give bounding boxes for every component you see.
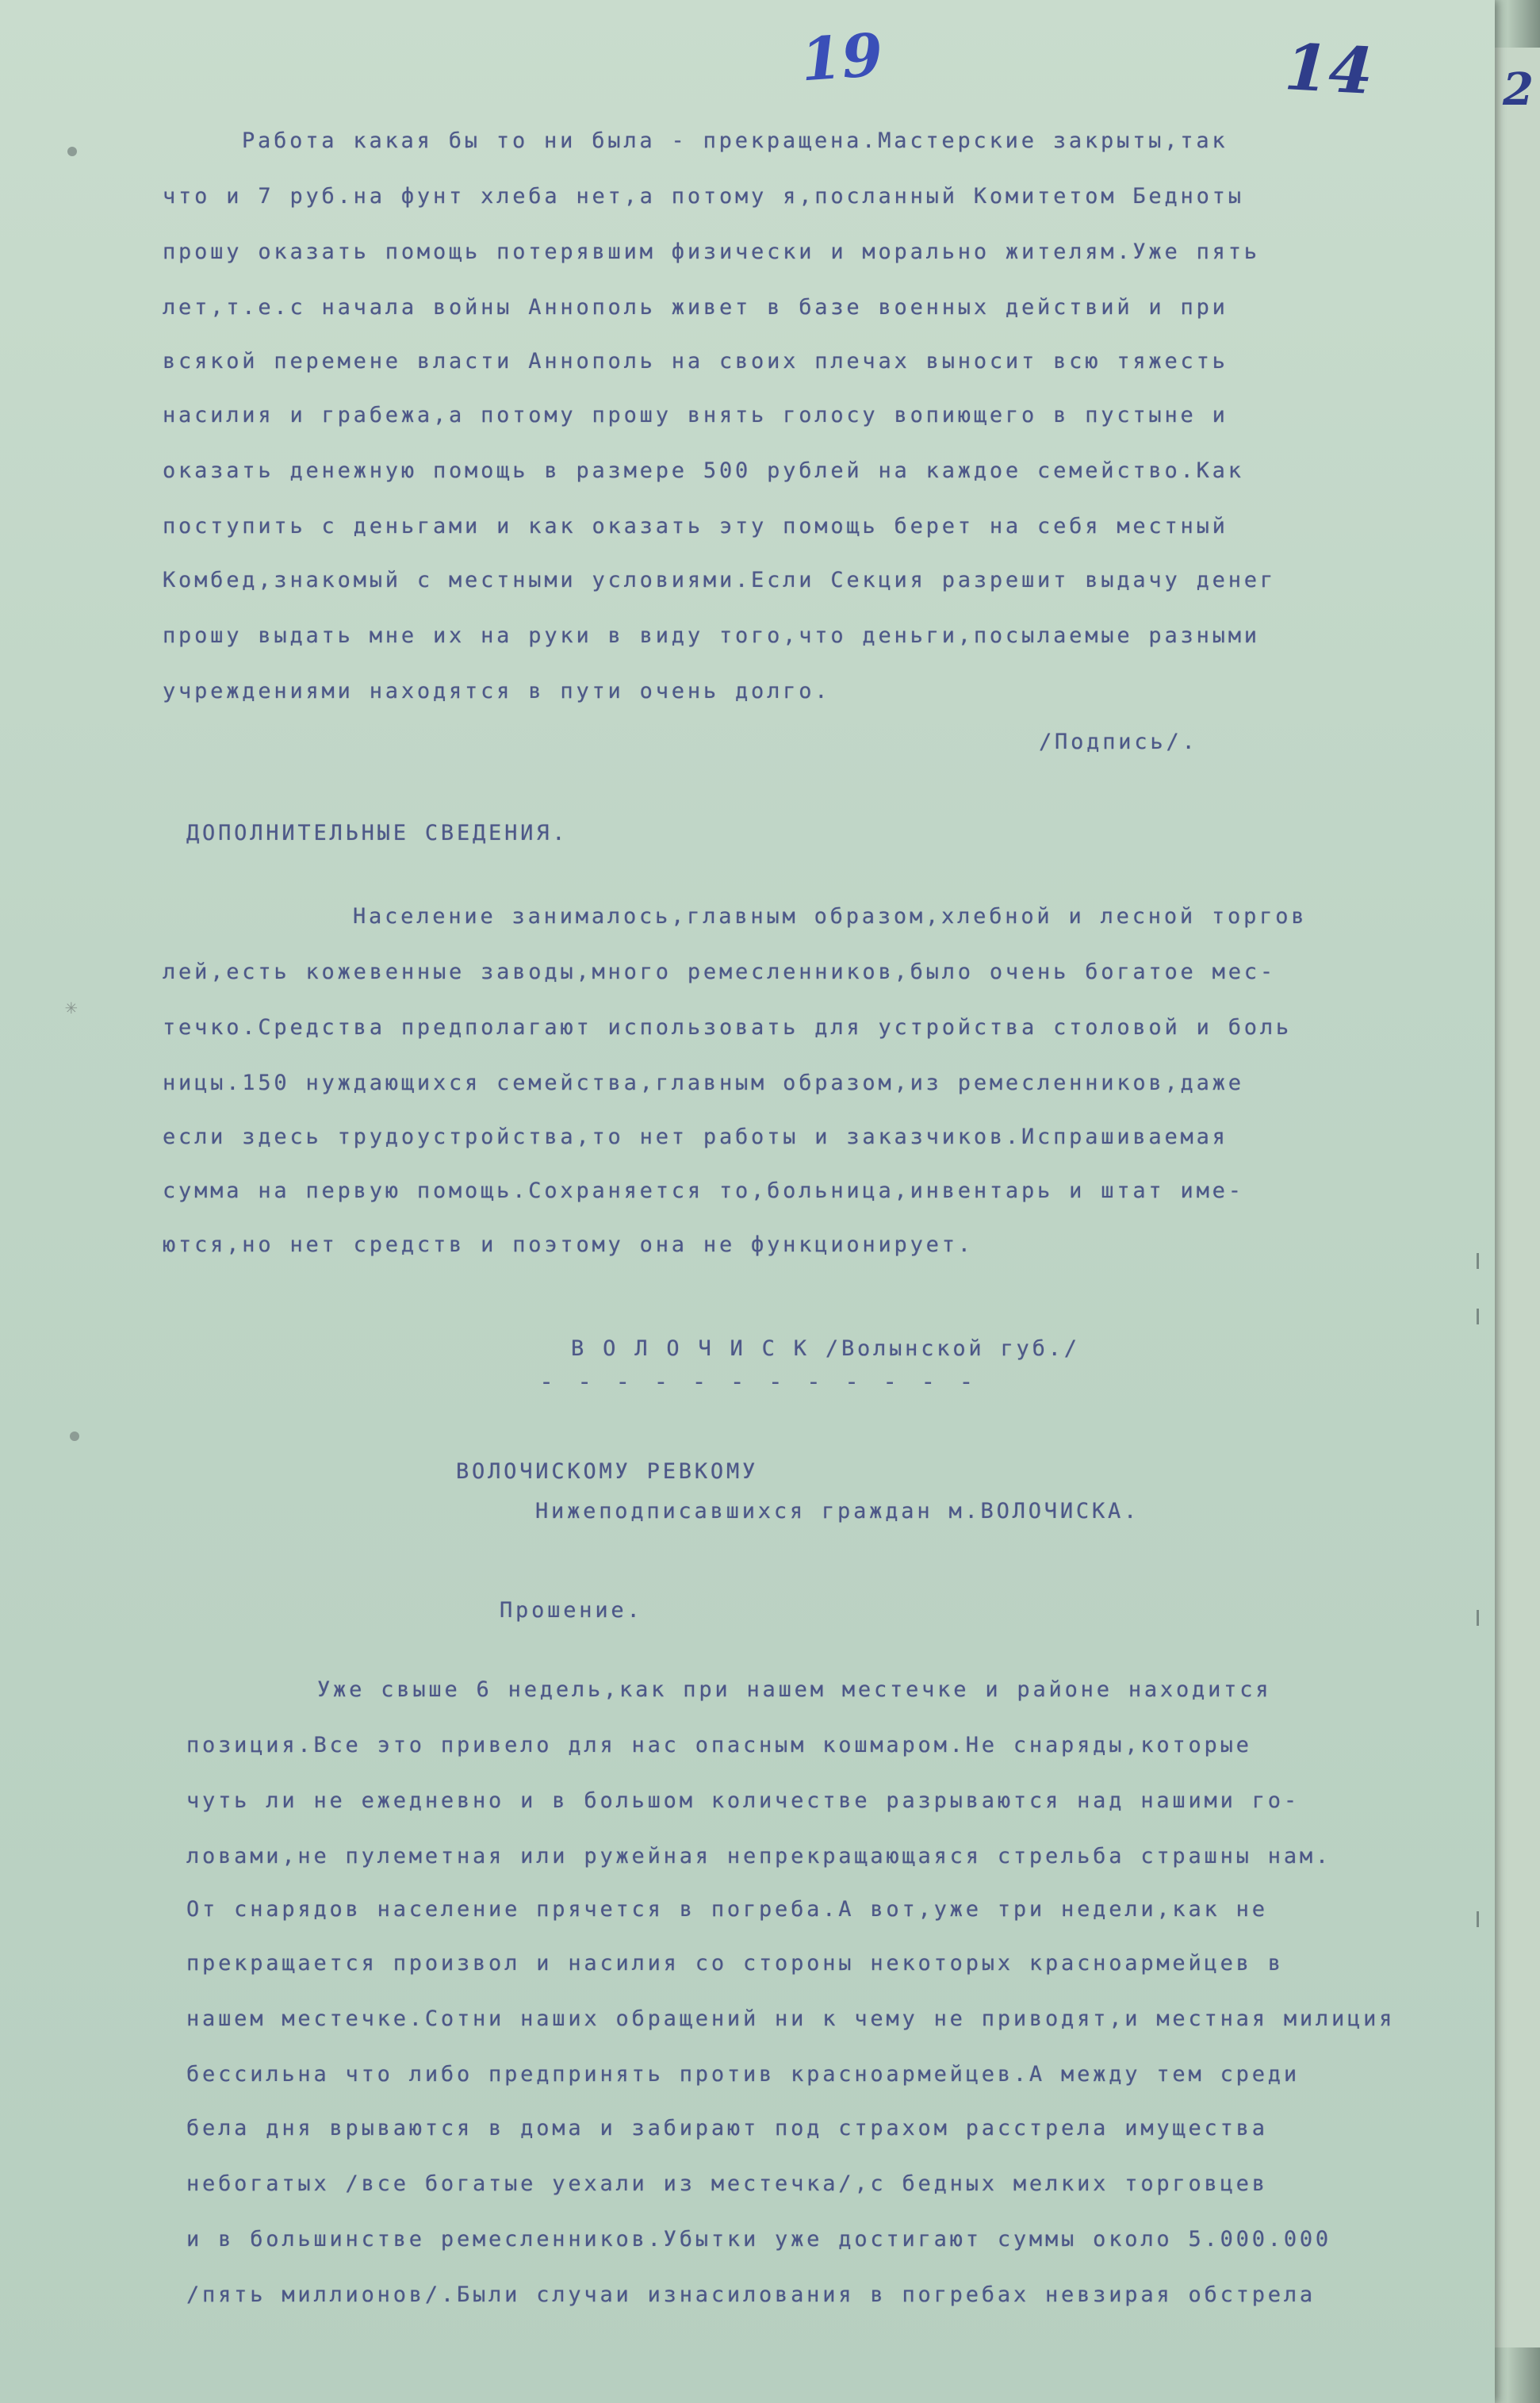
- edge-mark: 2: [1503, 63, 1534, 116]
- text-line: ницы.150 нуждающихся семейства,главным образом,из ремесленников,даже: [163, 1071, 1244, 1095]
- section-heading: ДОПОЛНИТЕЛЬНЫЕ СВЕДЕНИЯ.: [186, 821, 569, 845]
- text-line: /пять миллионов/.Были случаи изнасилования в погребах невзирая обстрела: [186, 2282, 1316, 2307]
- margin-mark: [1477, 1309, 1488, 1324]
- text-line: бессильна что либо предпринять против красноармейцев.А между тем среди: [186, 2062, 1300, 2087]
- text-line: течко.Средства предполагают использовать для устройства столовой и боль: [163, 1015, 1292, 1040]
- text-line: От снарядов население прячется в погреба.А вот,уже три недели,как не: [186, 1897, 1268, 1922]
- text-line: оказать денежную помощь в размере 500 рублей на каждое семейство.Как: [163, 458, 1244, 483]
- text-line: ются,но нет средств и поэтому она не функционирует.: [163, 1232, 974, 1257]
- text-line: нашем местечке.Сотни наших обращений ни к чему не приводят,и местная милиция: [186, 2006, 1396, 2031]
- text-line: лет,т.е.с начала войны Аннополь живет в базе военных действий и при: [163, 295, 1228, 320]
- address-from: Нижеподписавшихся граждан м.ВОЛОЧИСКА.: [535, 1499, 1140, 1523]
- punch-hole-mark: [70, 1431, 79, 1441]
- text-line: Работа какая бы то ни была - прекращена.Мастерские закрыты,так: [242, 128, 1228, 153]
- text-line: насилия и грабежа,а потому прошу внять голосу вопиющего в пустыне и: [163, 403, 1228, 427]
- text-line: что и 7 руб.на фунт хлеба нет,а потому я,посланный Комитетом Бедноты: [163, 184, 1244, 209]
- signature: /Подпись/.: [1039, 730, 1198, 754]
- text-line: прекращается произвол и насилия со стороны некоторых красноармейцев в: [186, 1951, 1284, 1976]
- text-line: небогатых /все богатые уехали из местечка/,с бедных мелких торговцев: [186, 2171, 1268, 2196]
- archive-number: 19: [799, 21, 885, 95]
- sheet-number: 14: [1282, 29, 1375, 109]
- text-line: позиция.Все это привело для нас опасным кошмаром.Не снаряды,которые: [186, 1733, 1252, 1757]
- text-line: если здесь трудоустройства,то нет работы и заказчиков.Испрашиваемая: [163, 1125, 1228, 1149]
- text-line: сумма на первую помощь.Сохраняется то,больница,инвентарь и штат име-: [163, 1179, 1244, 1203]
- text-line: учреждениями находятся в пути очень долго.: [163, 679, 831, 703]
- text-line: всякой перемене власти Аннополь на своих плечах выносит всю тяжесть: [163, 349, 1228, 374]
- text-line: и в большинстве ремесленников.Убытки уже достигают суммы около 5.000.000: [186, 2227, 1331, 2252]
- text-line: бела дня врываются в дома и забирают под страхом расстрела имущества: [186, 2116, 1268, 2140]
- margin-mark: [1477, 1911, 1488, 1927]
- punch-hole-mark: [67, 147, 77, 156]
- address-to: ВОЛОЧИСКОМУ РЕВКОМУ: [456, 1459, 759, 1484]
- text-line: Комбед,знакомый с местными условиями.Если Секция разрешит выдачу денег: [163, 568, 1276, 592]
- margin-mark: [1477, 1610, 1488, 1626]
- margin-mark: [1477, 1253, 1488, 1269]
- text-line: Население занималось,главным образом,хлебной и лесной торгов: [353, 904, 1308, 929]
- place-heading-underline: - - - - - - - - - - - -: [539, 1368, 979, 1396]
- text-line: чуть ли не ежедневно и в большом количестве разрываются над нашими го-: [186, 1788, 1300, 1813]
- paper-mark: ✳: [65, 995, 78, 1019]
- petition-label: Прошение.: [500, 1598, 643, 1623]
- text-line: лей,есть кожевенные заводы,много ремесленников,было очень богатое мес-: [163, 960, 1276, 984]
- place-heading: В О Л О Ч И С К /Волынской губ./: [571, 1336, 1080, 1361]
- text-line: ловами,не пулеметная или ружейная непрекращающаяся стрельба страшны нам.: [186, 1844, 1331, 1868]
- back-sheet-edge: [1491, 48, 1540, 2347]
- text-line: поступить с деньгами и как оказать эту помощь берет на себя местный: [163, 514, 1228, 538]
- text-line: прошу выдать мне их на руки в виду того,что деньги,посылаемые разными: [163, 623, 1260, 648]
- text-line: прошу оказать помощь потерявшим физически и морально жителям.Уже пять: [163, 240, 1260, 264]
- text-line: Уже свыше 6 недель,как при нашем местечке и районе находится: [317, 1677, 1272, 1702]
